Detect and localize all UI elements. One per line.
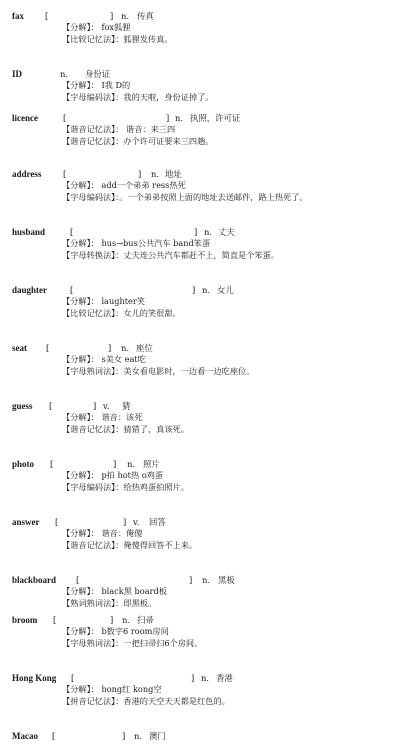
- memory-tip-line: 【拼音记忆法】：香港的天空天天都是红色的。: [62, 695, 230, 706]
- bracket-close: ]: [113, 459, 117, 469]
- memory-tip-line: 【谐音记忆法】：办个许可证要来三四趟。: [62, 135, 214, 146]
- entry-answer: [12, 516, 398, 551]
- part-of-speech: n.: [201, 673, 210, 683]
- entry-head: [12, 10, 398, 22]
- bracket-close: ]: [191, 673, 195, 683]
- entry-head: [12, 672, 398, 684]
- meaning: 照片: [143, 459, 160, 469]
- entry-head: [12, 614, 398, 626]
- entry-head: [12, 574, 398, 586]
- meaning: 女儿: [217, 285, 234, 295]
- memory-tip-line: 【谐音记忆法】：猜错了，真该死。: [62, 423, 189, 434]
- bracket-close: ]: [189, 575, 193, 585]
- entry-head: [12, 458, 398, 470]
- bracket-close: ]: [110, 615, 114, 625]
- part-of-speech: n.: [202, 285, 211, 295]
- entry-blackboard: [12, 574, 398, 609]
- breakdown-line: 【分解】： hus→bus公共汽车 band笨蛋: [62, 238, 211, 248]
- entry-head: [12, 516, 398, 528]
- headword: fax: [12, 11, 24, 21]
- bracket-open: [: [55, 517, 59, 527]
- part-of-speech: n.: [202, 575, 211, 585]
- entry-head: [12, 168, 398, 180]
- entry-head: [12, 226, 398, 238]
- headword: guess: [12, 401, 33, 411]
- entry-hong-kong: [12, 672, 398, 707]
- bracket-open: [: [45, 11, 49, 21]
- entry-husband: [12, 226, 398, 261]
- bracket-close: ]: [93, 401, 97, 411]
- entry-macao: [12, 730, 398, 742]
- headword: answer: [12, 517, 40, 527]
- breakdown-line: 【分解】： s美女 eat吃: [62, 354, 146, 364]
- bracket-close: ]: [108, 343, 112, 353]
- bracket-open: [: [70, 227, 74, 237]
- bracket-open: [: [46, 343, 50, 353]
- meaning: 扫帚: [137, 615, 154, 625]
- headword: address: [12, 169, 42, 179]
- part-of-speech: n.: [121, 343, 130, 353]
- memory-tip-line: 【比较记忆法】：女儿的笑很甜。: [62, 307, 181, 318]
- memory-tip-line: 【字母熟词法】：美女看电影时，一边看一边吃座位。: [62, 365, 255, 376]
- bracket-close: ]: [110, 11, 114, 21]
- entry-licence: [12, 112, 398, 147]
- headword: photo: [12, 459, 35, 469]
- breakdown-line: 【谐音记忆法】： 谐音：来三四: [62, 124, 176, 134]
- entry-guess: [12, 400, 398, 435]
- memory-tip-line: 【谐音记忆法】：俺傻得回答不上来。: [62, 539, 198, 550]
- bracket-open: [: [63, 113, 67, 123]
- bracket-close: ]: [138, 169, 142, 179]
- entry-broom: [12, 614, 398, 649]
- part-of-speech: n.: [204, 227, 213, 237]
- entry-head: [12, 284, 398, 296]
- bracket-close: ]: [166, 113, 170, 123]
- part-of-speech: n.: [122, 615, 131, 625]
- headword: husband: [12, 227, 46, 237]
- headword: broom: [12, 615, 38, 625]
- memory-tip-line: 【比较记忆法】：狐狸发传真。: [62, 33, 173, 44]
- entry-head: [12, 730, 398, 742]
- breakdown-line: 【分解】： add一个弟弟 ress热死: [62, 180, 186, 190]
- part-of-speech: v.: [103, 401, 110, 411]
- memory-tip-line: 【字母编码法】：给热鸡蛋拍照片。: [62, 481, 189, 492]
- meaning: 执照，许可证: [190, 113, 241, 123]
- entry-fax: [12, 10, 398, 45]
- part-of-speech: n.: [127, 459, 136, 469]
- entry-head: [12, 400, 398, 412]
- part-of-speech: n.: [60, 69, 69, 79]
- breakdown-line: 【分解】： fox狐狸: [62, 22, 131, 32]
- entry-head: [12, 68, 398, 80]
- entry-seat: [12, 342, 398, 377]
- bracket-open: [: [70, 285, 74, 295]
- memory-tip-line: 【字母熟词法】：一把扫帚扫6个房间。: [62, 637, 203, 648]
- memory-tip-line: 【字母编码法】：我的天啦，身份证掉了。: [62, 91, 214, 102]
- memory-tip-line: 【字母转换法】：丈夫连公共汽车都赶不上，简直是个笨蛋。: [62, 249, 279, 260]
- bracket-open: [: [71, 673, 75, 683]
- headword: blackboard: [12, 575, 57, 585]
- entry-head: [12, 342, 398, 354]
- breakdown-line: 【分解】： 谐音：俺傻: [62, 528, 143, 538]
- entry-id: [12, 68, 398, 103]
- bracket-open: [: [76, 575, 80, 585]
- headword: Hong Kong: [12, 673, 57, 683]
- bracket-open: [: [50, 459, 54, 469]
- breakdown-line: 【分解】： laughter笑: [62, 296, 145, 306]
- bracket-close: ]: [194, 227, 198, 237]
- meaning: 香港: [216, 673, 233, 683]
- entry-photo: [12, 458, 398, 493]
- part-of-speech: n.: [134, 731, 143, 741]
- headword: licence: [12, 113, 38, 123]
- part-of-speech: n.: [151, 169, 160, 179]
- bracket-open: [: [52, 731, 56, 741]
- entry-daughter: [12, 284, 398, 319]
- headword: seat: [12, 343, 27, 353]
- memory-tip-line: 【字母编码法】：。一个弟弟按照上面的地址去送邮件，路上热死了。: [62, 191, 308, 202]
- meaning: 身份证: [85, 69, 111, 79]
- meaning: 黑板: [218, 575, 235, 585]
- breakdown-line: 【分解】： hong红 kong空: [62, 684, 162, 694]
- bracket-open: [: [49, 401, 53, 411]
- bracket-open: [: [53, 615, 57, 625]
- part-of-speech: v.: [133, 517, 140, 527]
- meaning: 丈夫: [218, 227, 235, 237]
- breakdown-line: 【分解】： I我 D的: [62, 80, 131, 90]
- breakdown-line: 【分解】： 谐音：该死: [62, 412, 143, 422]
- meaning: 澳门: [149, 731, 166, 741]
- meaning: 猜: [122, 401, 131, 411]
- entry-address: [12, 168, 398, 203]
- meaning: 传真: [137, 11, 154, 21]
- meaning: 地址: [165, 169, 182, 179]
- breakdown-line: 【分解】： b数字6 room房间: [62, 626, 169, 636]
- bracket-open: [: [63, 169, 67, 179]
- bracket-close: ]: [123, 517, 127, 527]
- meaning: 回答: [149, 517, 166, 527]
- breakdown-line: 【分解】： black黑 board板: [62, 586, 167, 596]
- headword: daughter: [12, 285, 48, 295]
- entry-head: [12, 112, 398, 124]
- headword: ID: [12, 69, 23, 79]
- part-of-speech: n.: [175, 113, 184, 123]
- memory-tip-line: 【熟词熟词法】：即黑板。: [62, 597, 157, 608]
- breakdown-line: 【分解】： p拍 hot热 o鸡蛋: [62, 470, 164, 480]
- bracket-close: ]: [122, 731, 126, 741]
- part-of-speech: n.: [121, 11, 130, 21]
- meaning: 座位: [136, 343, 153, 353]
- headword: Macao: [12, 731, 38, 741]
- bracket-close: ]: [192, 285, 196, 295]
